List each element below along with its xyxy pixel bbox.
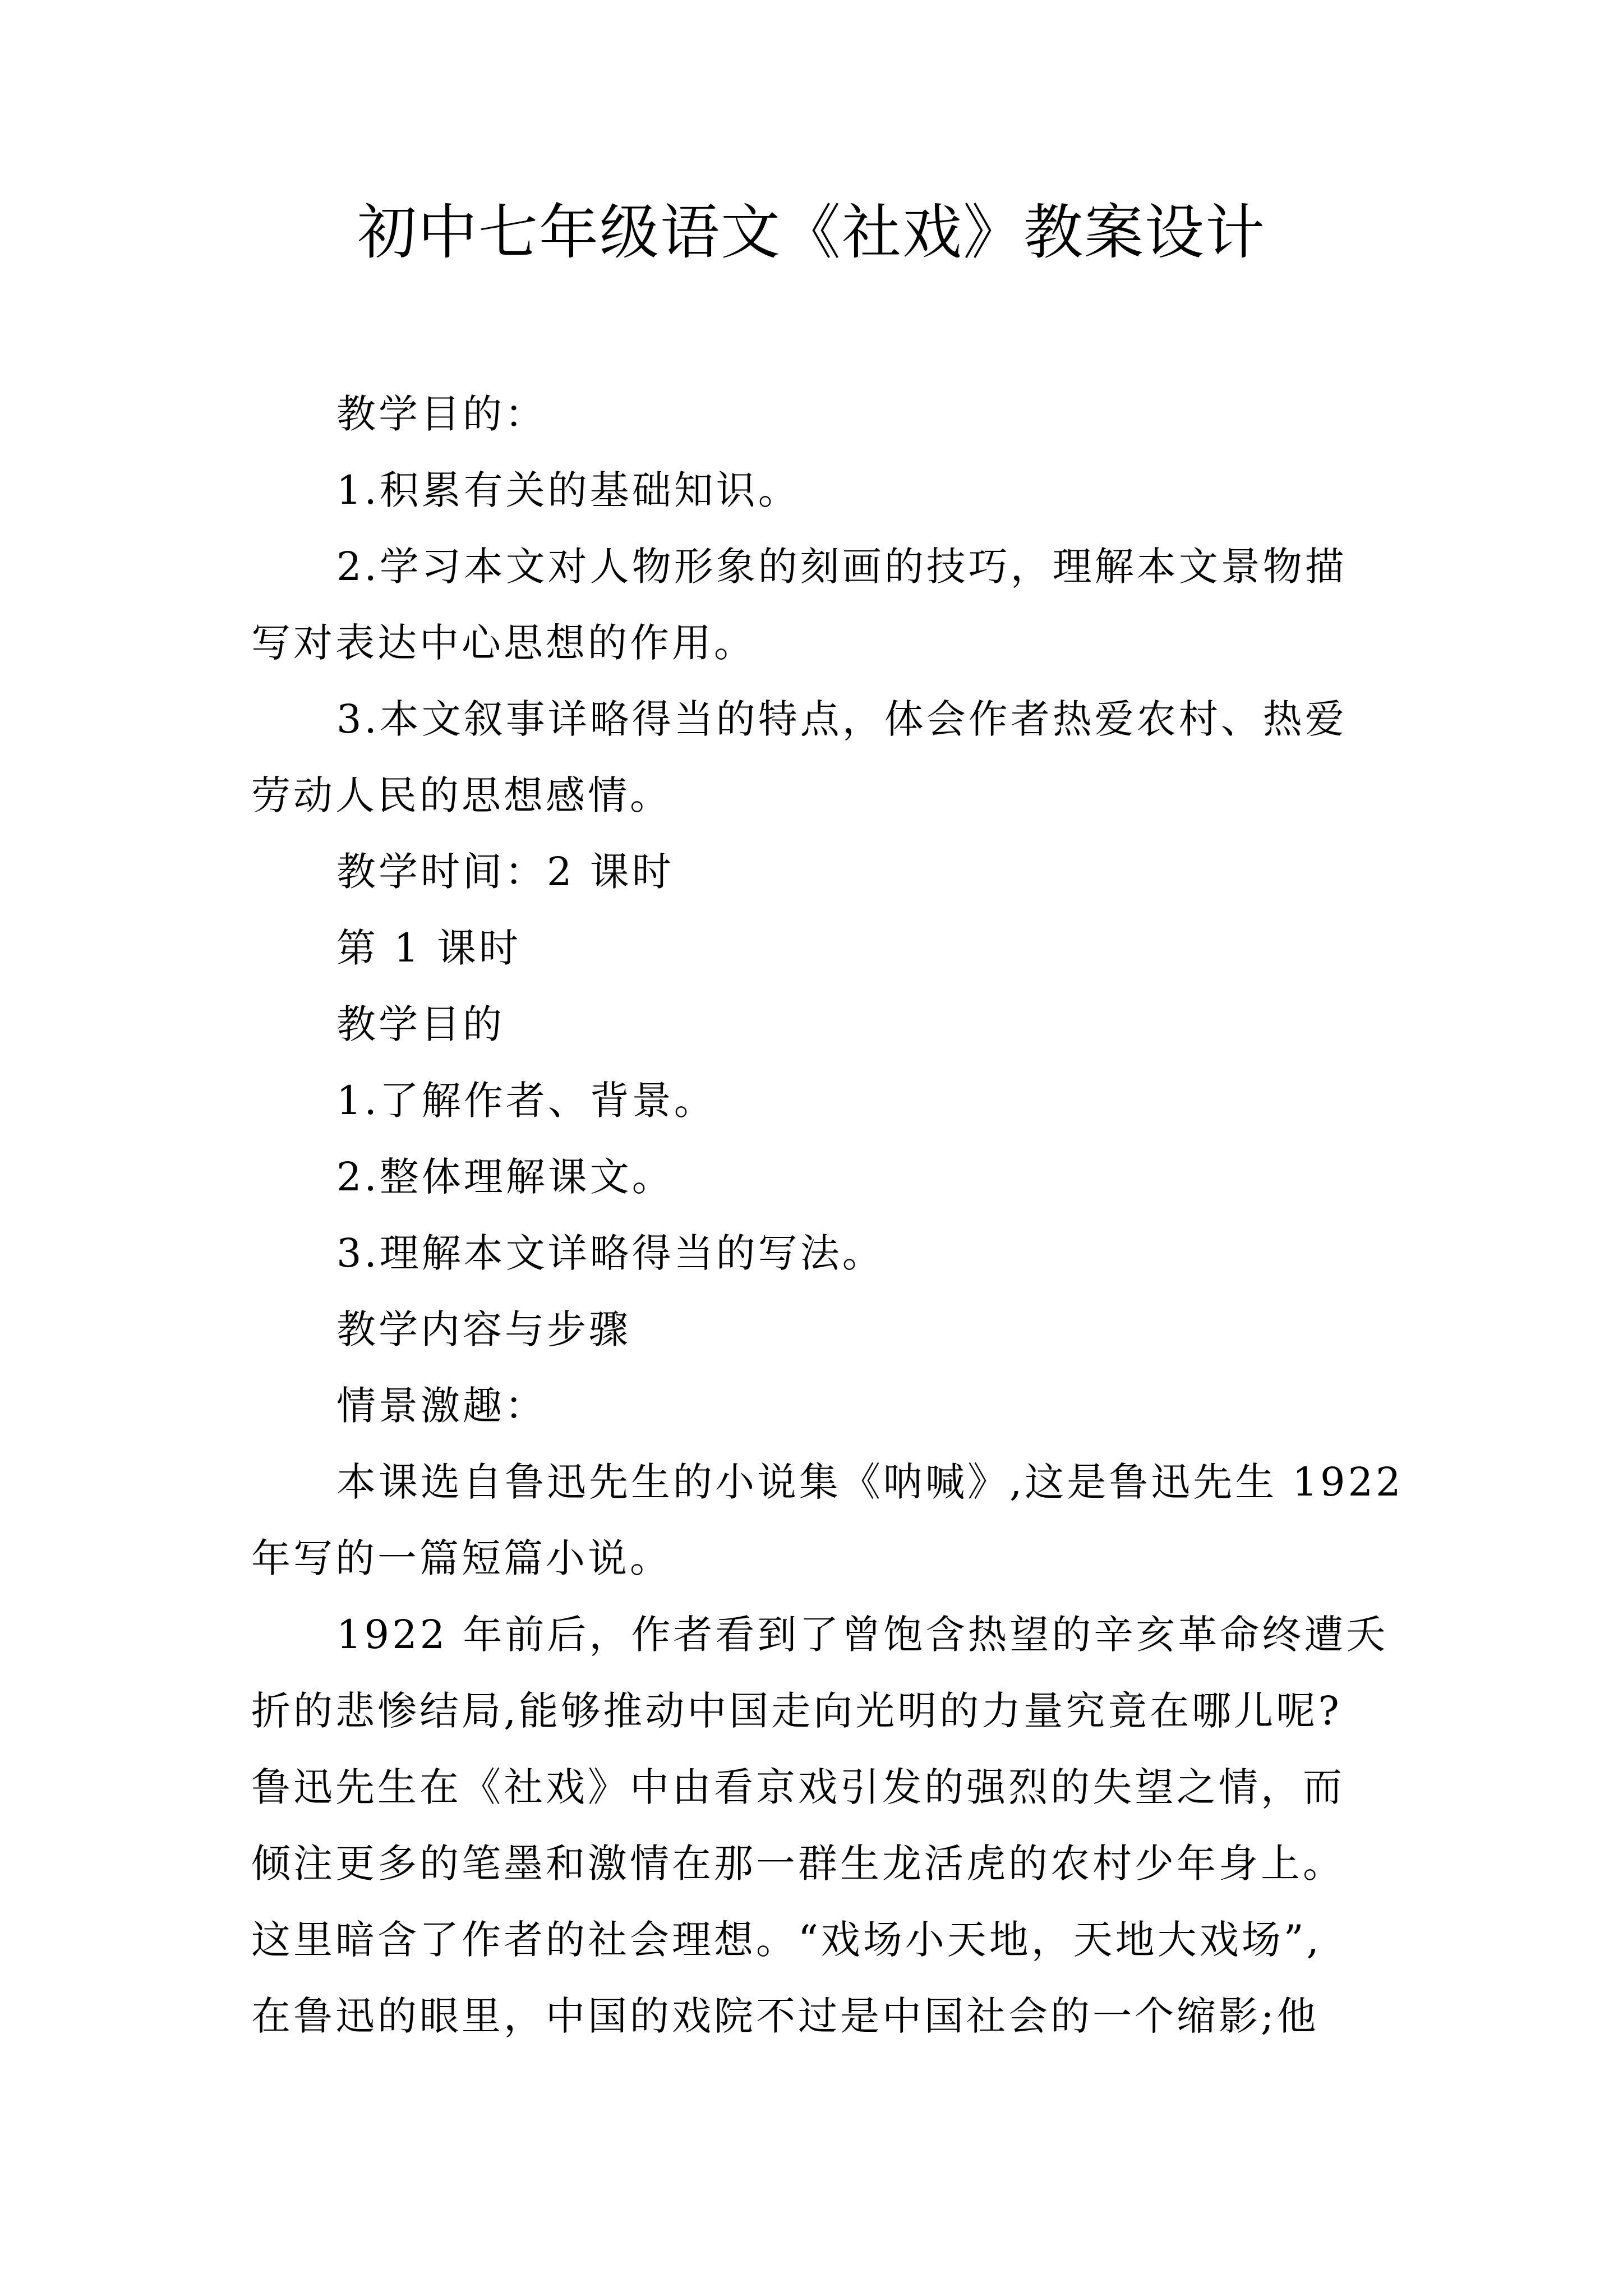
body-line: 折的悲惨结局,能够推动中国走向光明的力量究竟在哪儿呢?: [251, 1688, 1342, 1734]
document-body: [251, 376, 1404, 2054]
body-line: 教学时间：2 课时: [336, 849, 674, 895]
body-line: 教学目的：: [336, 391, 547, 437]
document-title: 初中七年级语文《社戏》教案设计: [357, 198, 1266, 267]
body-line: 情景激趣：: [336, 1383, 547, 1429]
body-line: 1.积累有关的基础知识。: [336, 467, 800, 513]
body-line: 3.理解本文详略得当的写法。: [336, 1230, 884, 1276]
body-line: 本课选自鲁迅先生的小说集《呐喊》,这是鲁迅先生 1922: [336, 1459, 1404, 1505]
body-line: 教学目的: [336, 1001, 505, 1047]
body-line: 倾注更多的笔墨和激情在那一群生龙活虎的农村少年身上。: [251, 1841, 1345, 1887]
body-line: 1922 年前后，作者看到了曾饱含热望的辛亥革命终遭夭: [336, 1612, 1389, 1658]
body-line: 第 1 课时: [336, 925, 522, 971]
body-line: 2.整体理解课文。: [336, 1154, 674, 1200]
body-line: 3.本文叙事详略得当的特点，体会作者热爱农村、热爱: [336, 696, 1347, 742]
body-line: 在鲁迅的眼里，中国的戏院不过是中国社会的一个缩影;他: [251, 1993, 1319, 2039]
body-line: 年写的一篇短篇小说。: [251, 1535, 672, 1581]
body-line: 劳动人民的思想感情。: [251, 772, 672, 818]
body-line: 1.了解作者、背景。: [336, 1078, 716, 1124]
body-line: 这里暗含了作者的社会理想。“戏场小天地，天地大戏场”,: [251, 1917, 1322, 1963]
body-line: 教学内容与步骤: [336, 1306, 631, 1352]
body-line: 写对表达中心思想的作用。: [251, 620, 756, 666]
body-line: 鲁迅先生在《社戏》中由看京戏引发的强烈的失望之情，而: [251, 1764, 1345, 1810]
body-line: 2.学习本文对人物形象的刻画的技巧，理解本文景物描: [336, 544, 1347, 590]
